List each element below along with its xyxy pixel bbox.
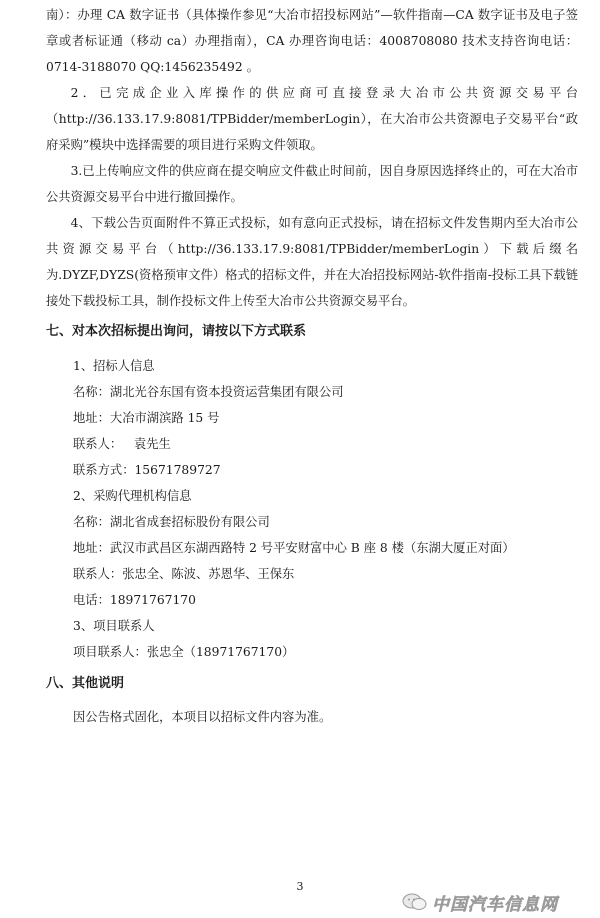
section-8-heading: 八、其他说明: [46, 676, 125, 691]
watermark-text: 中国汽车信息网: [432, 894, 558, 915]
section-7-heading: 七、对本次招标提出询问，请按以下方式联系: [46, 324, 307, 339]
section-8-body: 因公告格式固化，本项目以招标文件内容为准。: [73, 710, 332, 724]
agency-contact: 联系人：张忠全、陈波、苏恩华、王保东: [73, 567, 295, 581]
paragraph-withdraw: 3.已上传响应文件的供应商在提交响应文件截止时间前，因自身原因选择终止的，可在大冶市公共资源交易平台中进行撤回操作。: [46, 164, 578, 204]
wechat-icon: [402, 892, 428, 912]
paragraph-download-notice: 4、下载公告页面附件不算正式投标，如有意向正式投标，请在招标文件发售期内至大冶市公共资源交易平台（http://36.133.17.9:8081/TPBidder/memberLogin）下载后缀名为.DYZF,DYZS(资格预审文件）格式的招标文件，并在大冶招投标网站-软件指南-投标工具下载链接处下载投标工具，制作投标文件上传至大冶市公共资源交易平台。: [46, 216, 578, 308]
watermark: [402, 890, 592, 914]
tenderer-name: 名称：湖北光谷东国有资本投资运营集团有限公司: [73, 385, 344, 399]
tenderer-contact: 联系人： 袁先生: [73, 437, 171, 451]
agency-address: 地址：武汉市武昌区东湖西路特 2 号平安财富中心 B 座 8 楼（东湖大厦正对面）: [73, 541, 515, 555]
tenderer-address: 地址：大冶市湖滨路 15 号: [73, 411, 220, 425]
paragraph-supplier-login: 2．已完成企业入库操作的供应商可直接登录大冶市公共资源交易平台（http://36.133.17.9:8081/TPBidder/memberLogin），在大冶市公共资源电子交易平台“政府采购”模块中选择需要的项目进行采购文件领取。: [46, 86, 578, 152]
project-contact-title: 3、项目联系人: [73, 619, 155, 633]
agency-name: 名称：湖北省成套招标股份有限公司: [73, 515, 270, 529]
agency-phone: 电话：18971767170: [73, 593, 196, 607]
tenderer-info-title: 1、招标人信息: [73, 359, 155, 373]
project-contact: 项目联系人：张忠全（18971767170）: [73, 645, 295, 659]
page-number: 3: [296, 880, 304, 893]
agency-info-title: 2、采购代理机构信息: [73, 489, 192, 503]
tenderer-phone: 联系方式：15671789727: [73, 463, 221, 477]
paragraph-ca-certificate: 南）：办理 CA 数字证书（具体操作参见“大冶市招投标网站”—软件指南—CA 数字证书及电子签章或者标证通（移动 ca）办理指南），CA 办理咨询电话：4008708080 技术支持咨询电话：0714-3188070 QQ:1456235492 。: [46, 8, 578, 74]
